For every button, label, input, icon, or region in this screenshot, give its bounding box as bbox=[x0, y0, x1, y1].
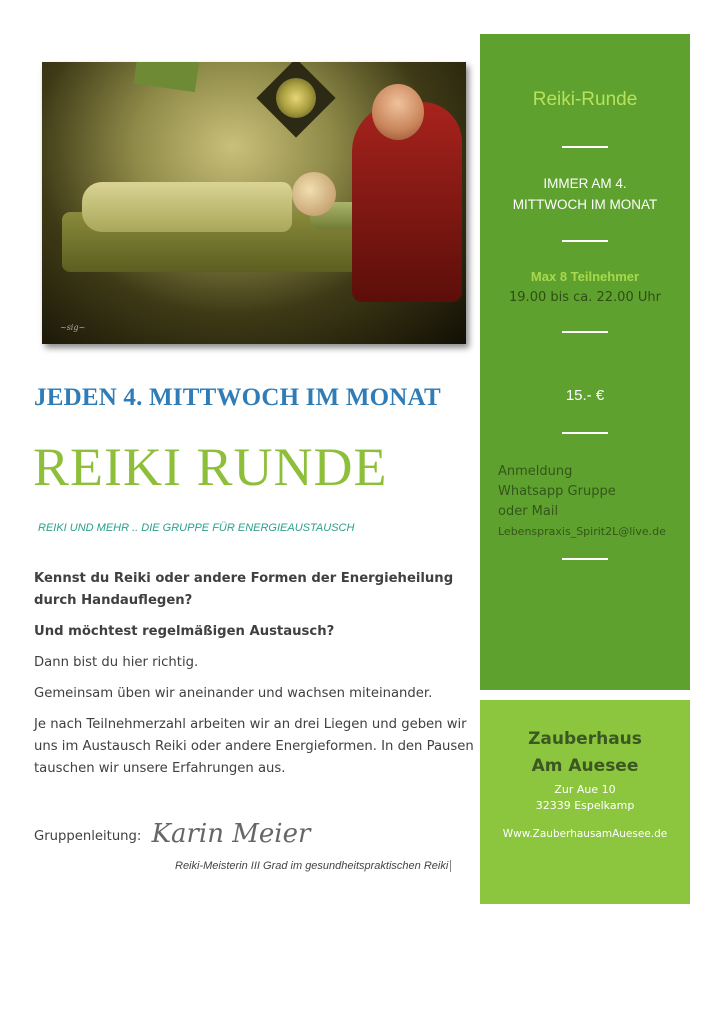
paragraph-question-2: Und möchtest regelmäßigen Austausch? bbox=[34, 624, 335, 639]
info-title: Reiki-Runde bbox=[532, 89, 638, 110]
client-head bbox=[292, 172, 336, 216]
info-box bbox=[480, 34, 690, 690]
headline: REIKI RUNDE bbox=[33, 437, 388, 497]
venue-city: 32339 Espelkamp bbox=[535, 799, 635, 812]
info-when bbox=[480, 173, 690, 215]
registration-email[interactable]: Lebenspraxis_Spirit2L@live.de bbox=[498, 525, 666, 538]
leader-label: Gruppenleitung: bbox=[34, 829, 142, 844]
body-text bbox=[34, 568, 474, 789]
venue-name-line-2: Am Auesee bbox=[531, 756, 639, 776]
session-time: 19.00 bis ca. 22.00 Uhr bbox=[509, 290, 661, 305]
venue-name-line-1: Zauberhaus bbox=[528, 729, 642, 749]
divider bbox=[562, 432, 608, 434]
registration-line-3: oder Mail bbox=[498, 504, 559, 519]
photo-watermark: ~sig~ bbox=[60, 323, 86, 332]
paragraph-4: Gemeinsam üben wir aneinander und wachsen miteinander. bbox=[34, 686, 433, 701]
registration-line-2: Whatsapp Gruppe bbox=[498, 484, 616, 499]
venue-address bbox=[480, 782, 690, 814]
paragraph-5: Je nach Teilnehmerzahl arbeiten wir an drei Liegen und geben wir uns im Austausch Reiki oder andere Energieformen. In den Pausen tauschen wir unsere Erfahrungen aus. bbox=[34, 717, 474, 776]
reiki-session-photo bbox=[42, 62, 466, 344]
venue-website[interactable]: Www.ZauberhausamAuesee.de bbox=[502, 828, 668, 840]
leader-title: Reiki-Meisterin III Grad im gesundheitspraktischen Reiki bbox=[175, 860, 451, 872]
when-line-2: MITTWOCH IM MONAT bbox=[512, 197, 658, 212]
divider bbox=[562, 558, 608, 560]
registration-info bbox=[498, 462, 688, 542]
group-leader bbox=[34, 817, 310, 847]
venue-name bbox=[480, 726, 690, 780]
registration-line-1: Anmeldung bbox=[498, 464, 573, 479]
venue-box bbox=[480, 700, 690, 904]
paragraph-question-1: Kennst du Reiki oder andere Formen der Energieheilung durch Handauflegen? bbox=[34, 571, 454, 608]
divider bbox=[562, 240, 608, 242]
max-participants: Max 8 Teilnehmer bbox=[530, 269, 640, 284]
subheadline: JEDEN 4. MITTWOCH IM MONAT bbox=[34, 384, 441, 411]
divider bbox=[562, 146, 608, 148]
divider bbox=[562, 331, 608, 333]
blanket bbox=[82, 182, 292, 232]
price: 15.- € bbox=[565, 387, 605, 404]
practitioner-head bbox=[372, 84, 424, 140]
when-line-1: IMMER AM 4. bbox=[543, 176, 627, 191]
mandala-wall-art bbox=[256, 62, 335, 138]
tagline: REIKI UND MEHR .. DIE GRUPPE FÜR ENERGIEAUSTAUSCH bbox=[38, 522, 355, 534]
leader-signature: Karin Meier bbox=[151, 819, 311, 849]
paragraph-3: Dann bist du hier richtig. bbox=[34, 655, 199, 670]
wall-art-left bbox=[134, 62, 201, 92]
venue-street: Zur Aue 10 bbox=[554, 783, 616, 796]
